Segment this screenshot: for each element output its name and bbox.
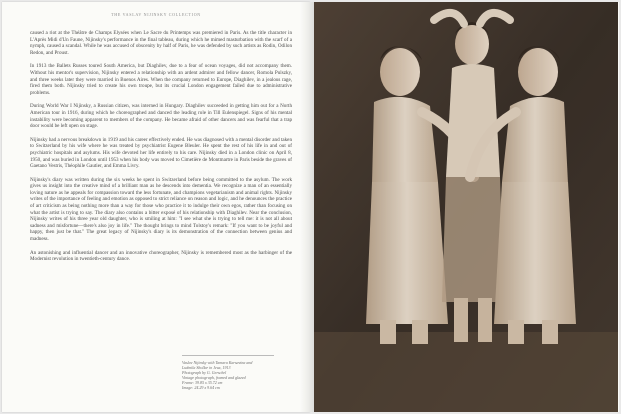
caption-line: Photograph by G. Gerschel [182, 370, 227, 376]
right-page [310, 2, 619, 412]
body-text [30, 30, 292, 270]
caption-line: Ludmila Shollar in Jeux, 1913 [182, 365, 231, 371]
caption-line: Vintage photograph, framed and glazed [182, 375, 246, 381]
photo-caption [182, 355, 274, 391]
paragraph: Nijinsky's diary was written during the six weeks he spent in Switzerland before being committed to the asylum. The work gives us insight into the creative mind of a brilliant man as he descends into dementia. We recognize a man of an essentially loving nature as he appeals for compassion toward the less fortunate, and champions vegetarianism and animal rights. Nijinsky writes of the importance of feeling and emotion as opposed to strict reliance on reason and logic, and he denounces the practice of art criticism as being nothing more than a way for those who practice it to indulge their own egos, rather than focusing on what the artist is trying to say. The diary also contains a bitter exposé of his relationship with Diaghilev. Near the conclusion, Nijinsky writes of his three year old daughter, who is smiling at him: "I see what she is trying to tell me: it is not all about sadness and misfortune—there's also joy in life." The thought brings to mind Tolstoy's remark: "If you want to be joyful and happy, then just be that." The great legacy of Nijinsky's diary is its demonstration of the connection between genius and madness. [30, 176, 292, 243]
photo-illustration [314, 2, 618, 412]
dancers-photograph [314, 2, 618, 412]
running-head: THE VASLAV NIJINSKY COLLECTION [111, 12, 201, 17]
caption-line: Image: 24.29 x 9.64 cm [182, 385, 220, 391]
paragraph: caused a riot at the Théâtre de Champs Elysées when Le Sacre du Printemps was premiered in Paris. As the title character in L'Après Midi d'Un Faune, Nijinsky's performance in the final tableau, during which he mimed masturbation with the scarf of a nymph, caused a scandal. While he was accused of obscenity by half of Paris, he was defended by such artists as Rodin, Odilon Redon, and Proust. [30, 30, 292, 56]
caption-line: Frame: 39.85 x 35.72 cm [182, 380, 223, 386]
paragraph: Nijinsky had a nervous breakdown in 1919 and his career effectively ended. He was diagnosed with a mental disorder and taken to Switzerland by his wife where he was treated by psychiatrist Eugene Bleuler. He spent the rest of his life in and out of psychiatric hospitals and asylums. His wife devoted her life entirely to his care. Nijinsky died in a London clinic on April 8, 1950, and was buried in London until 1953 when his body was moved to Cimetière de Montmartre in Paris beside the graves of Gaetano Vestris, Théophile Gautier, and Emma Livry. [30, 136, 292, 170]
caption-line: Vaslav Nijinsky with Tamara Karsavina and [182, 360, 253, 365]
left-page [2, 2, 310, 412]
paragraph: In 1913 the Ballets Russes toured South America, but Diaghilev, due to a fear of ocean voyages, did not accompany them. Without his mentor's supervision, Nijinsky entered a relationship with an ardent admirer and fellow dancer, Romola Pulszky, and three weeks later they were married in Buenos Aires. When the company returned to Europe, Diaghilev, in a jealous rage, fired them both. Nijinsky tried to create his own troupe, but its crucial London engagement failed due to administrative problems. [30, 63, 292, 96]
paragraph: An astonishing and influential dancer and an innovative choreographer, Nijinsky is remembered most as the harbinger of the Modernist revolution in twentieth-century dance. [30, 249, 292, 263]
paragraph: During World War I Nijinsky, a Russian citizen, was interned in Hungary. Diaghilev succeeded in getting him out for a North American tour in 1916, during which he choreographed and danced the leading role in Till Eulenspiegel. Signs of his mental instability were becoming apparent to members of the company. He became afraid of other dancers and was fearful that a trap door would be left open on stage. [30, 103, 292, 130]
